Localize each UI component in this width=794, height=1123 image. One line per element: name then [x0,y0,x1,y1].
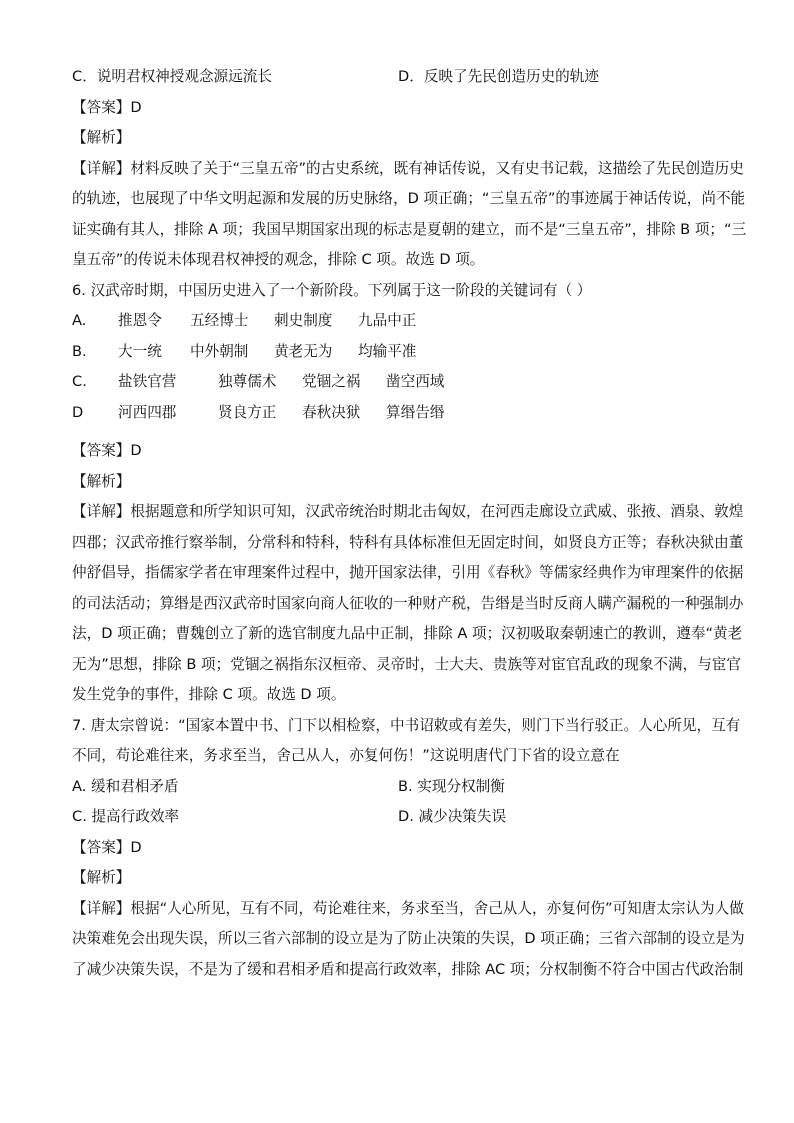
q6-option-term: 春秋决狱 [302,403,361,421]
q5-detail [72,154,747,276]
q6-option-letter: B. [72,342,87,360]
q7-stem-line: 不同，苟论难往来，务求至当，舍己从人，亦复何伤！”这说明唐代门下省的设立意在 [72,747,620,764]
q7-option-a: A. 缓和君相矛盾 [72,777,179,795]
q7-stem-line: 7. 唐太宗曾说：“国家本置中书、门下以相检察，中书诏敕或有差失，则门下当行驳正。人心所见，互有 [72,716,741,734]
q6-option-term: 中外朝制 [190,342,249,360]
q6-option-term: 黄老无为 [274,342,333,360]
q7-analysis-label: 【解析】 [72,869,131,886]
q7-option-c: C. 提高行政效率 [72,808,180,825]
q6-option-term: 独尊儒术 [218,373,277,390]
q6-option-term: 大一统 [118,342,162,360]
q6-option-a [72,306,724,337]
q5-answer: 【答案】D [72,98,142,116]
q6-detail-line: 法，D 项正确；曹魏创立了新的选官制度九品中正制，排除 A 项；汉初吸取秦朝速亡的教训，遵奉“黄老 [72,625,743,642]
spacer [72,428,724,436]
q5-analysis-label: 【解析】 [72,129,131,146]
q6-detail-line: 的司法活动；算缗是西汉武帝时国家向商人征收的一种财产税，告缗是当时反商人瞒产漏税的一种强制办 [72,594,744,612]
q6-detail-line: 发生党争的事件，排除 C 项。故选 D 项。 [72,686,346,703]
q7-detail-line: 决策难免会出现失误，所以三省六部制的设立是为了防止决策的失误，D 项正确；三省六部制的设立是为 [72,930,745,947]
q6-option-term: 刺史制度 [274,312,333,329]
q6-stem: 6. 汉武帝时期，中国历史进入了一个新阶段。下列属于这一阶段的关键词有（ ） [72,281,592,299]
q6-option-term: 河西四郡 [118,403,177,421]
q7-option-d: D. 减少决策失误 [398,808,507,825]
q6-option-term: 盐铁官营 [118,373,177,390]
q5-option-d: D．反映了先民创造历史的轨迹 [398,68,599,85]
q6-option-term: 贤良方正 [218,403,277,421]
q6-option-term: 凿空西域 [386,373,445,390]
q6-option-term: 五经博士 [190,312,249,329]
q6-option-term: 九品中正 [358,312,417,329]
q7-detail-line: 了减少决策失误，不是为了缓和君相矛盾和提高行政效率，排除 AC 项；分权制衡不符合中国古代政治制 [72,960,744,978]
q6-option-b [72,337,724,368]
q7-options-row-1 [72,772,724,803]
q6-detail-line: 仲舒倡导，指儒家学者在审理案件过程中，抛开国家法律，引用《春秋》等儒家经典作为审理案件的依据 [72,564,744,581]
q5-detail-line: 皇五帝”的传说未体现君权神授的观念，排除 C 项。故选 D 项。 [72,251,485,268]
q6-detail-line: 四郡；汉武帝推行察举制，分常科和特科，特科有具体标准但无固定时间，如贤良方正等；春秋决狱由董 [72,533,744,551]
q6-analysis-label: 【解析】 [72,472,131,490]
q7-detail [72,894,745,986]
q6-option-letter: D [72,403,84,421]
q7-answer: 【答案】D [72,838,142,856]
q5-option-c: C．说明君权神授观念源远流长 [72,68,272,85]
q6-detail [72,497,744,711]
q6-answer: 【答案】D [72,442,142,459]
q7-option-b: B. 实现分权制衡 [398,777,505,795]
q6-option-term: 党锢之祸 [302,373,361,390]
q7-detail-line: 【详解】根据“人心所见，互有不同，苟论难往来，务求至当，舍己从人，亦复何伤”可知唐太宗认为人做 [72,899,744,917]
q6-option-c [72,367,724,398]
q5-detail-line: 【详解】材料反映了关于“三皇五帝”的古史系统，既有神话传说，又有史书记载，这描绘了先民创造历史 [72,159,744,177]
q6-option-d [72,398,724,429]
q6-option-letter: A. [72,312,87,329]
q6-detail-line: 无为”思想，排除 B 项；党锢之祸指东汉桓帝、灵帝时，士大夫、贵族等对宦官乱政的现象不满，与宦官 [72,655,741,673]
q6-option-term: 推恩令 [118,312,162,329]
q5-options-row [72,62,724,93]
q6-option-term: 算缗告缗 [386,403,445,421]
q6-detail-line: 【详解】根据题意和所学知识可知，汉武帝统治时期北击匈奴，在河西走廊设立武威、张掖、酒泉、敦煌 [72,503,744,520]
q6-option-term: 均输平准 [358,342,417,360]
q6-option-letter: C. [72,373,87,390]
q5-detail-line: 的轨迹，也展现了中华文明起源和发展的历史脉络，D 项正确；“三皇五帝”的事迹属于神话传说，尚不能 [72,190,746,207]
exam-page [72,62,747,985]
q7-options-row-2 [72,802,724,833]
q5-detail-line: 证实确有其人，排除 A 项；我国早期国家出现的标志是夏朝的建立，而不是“三皇五帝”，排除 B 项；“三 [72,220,747,238]
